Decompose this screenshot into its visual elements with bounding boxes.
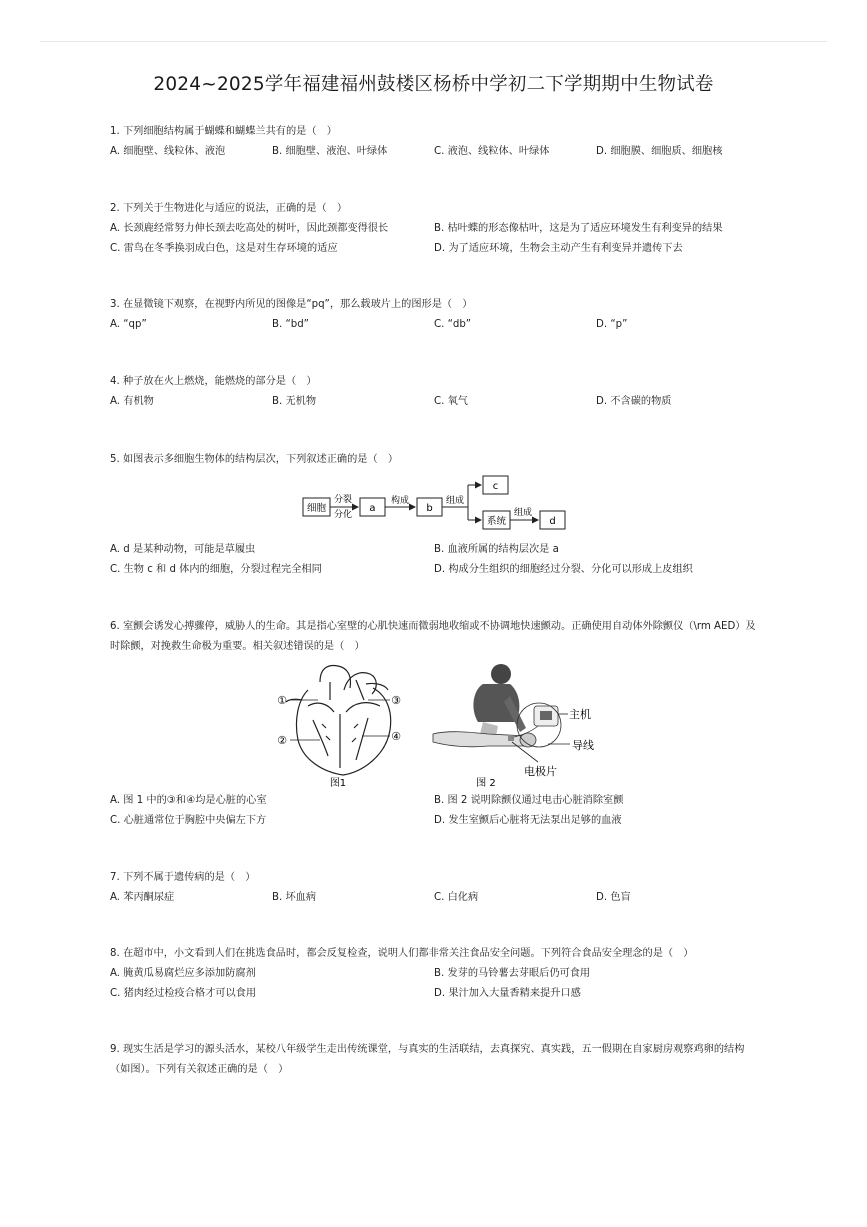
question-2-stem: 2. 下列关于生物进化与适应的说法，正确的是（ ） [110,203,348,214]
question-3-option-c[interactable]: C. “db” [434,319,472,330]
diagram-c-label: c [492,481,499,492]
question-8-option-d[interactable]: D. 果汁加入大量香精来提升口感 [434,988,581,999]
aed-pad-label: 电极片 [524,765,557,778]
diagram-arrow-1-top: 分裂 [333,495,353,505]
diagram-arrow-1-bottom: 分化 [333,510,353,520]
question-4-option-b[interactable]: B. 无机物 [272,396,317,407]
diagram-b-label: b [426,503,433,514]
page-title: 2024~2025学年福建福州鼓楼区杨桥中学初二下学期期中生物试卷 [153,74,714,95]
question-4-option-d[interactable]: D. 不含碳的物质 [596,396,672,407]
question-8-option-b[interactable]: B. 发芽的马铃薯去芽眼后仍可食用 [434,968,591,979]
figure-1-caption: 图1 [329,778,347,789]
question-4-stem: 4. 种子放在火上燃烧，能燃烧的部分是（ ） [110,376,317,387]
diagram-cell-label: 细胞 [306,503,327,514]
question-2-option-a[interactable]: A. 长颈鹿经常努力伸长颈去吃高处的树叶，因此颈都变得很长 [110,223,389,234]
question-5-option-d[interactable]: D. 构成分生组织的细胞经过分裂、分化可以形成上皮组织 [434,564,693,575]
question-6-option-a[interactable]: A. 图 1 中的③和④均是心脏的心室 [110,795,267,806]
question-2-option-c[interactable]: C. 雷鸟在冬季换羽成白色，这是对生存环境的适应 [110,243,338,254]
question-8-option-a[interactable]: A. 腌黄瓜易腐烂应多添加防腐剂 [110,968,256,979]
diagram-system-label: 系统 [486,516,507,527]
question-1-option-c[interactable]: C. 液泡、线粒体、叶绿体 [434,146,550,157]
aed-screen [540,711,552,720]
figure-2-caption: 图 2 [476,778,496,789]
question-3-option-b[interactable]: B. “bd” [272,319,309,330]
aed-illustration [428,654,608,790]
heart-label-1: ① [277,694,287,707]
question-8-stem: 8. 在超市中，小文看到人们在挑选食品时，都会反复检查，说明人们都非常关注食品安全问题。下列符合食品安全理念的是（ ） [110,948,694,959]
structure-level-diagram [300,470,580,532]
question-7-stem: 7. 下列不属于遗传病的是（ ） [110,872,256,883]
question-7-option-b[interactable]: B. 坏血病 [272,892,317,903]
question-6-stem: 6. 室颤会诱发心搏骤停，威胁人的生命。其是指心室壁的心肌快速而微弱地收缩或不协调地快速颤动。正确使用自动体外除颤仪（\rm AED）及时除颤，对挽救生命极为重要。相关叙述错误的是（ ） [110,621,756,652]
diagram-arrow-4-label: 组成 [513,508,533,518]
question-8-option-c[interactable]: C. 猪肉经过检疫合格才可以食用 [110,988,257,999]
aed-host-label: 主机 [569,708,591,721]
question-5-option-a[interactable]: A. d 是某种动物，可能是草履虫 [110,544,256,555]
question-4-option-c[interactable]: C. 氧气 [434,396,468,407]
aed-wire-label: 导线 [572,739,594,752]
question-7-option-a[interactable]: A. 苯丙酮尿症 [110,892,175,903]
heart-label-4: ④ [391,730,401,743]
question-5-stem: 5. 如图表示多细胞生物体的结构层次，下列叙述正确的是（ ） [110,454,399,465]
diagram-a-label: a [369,503,376,514]
heart-label-2: ② [277,734,287,747]
question-5-option-c[interactable]: C. 生物 c 和 d 体内的细胞，分裂过程完全相同 [110,564,322,575]
question-9-stem: 9. 现实生活是学习的源头活水，某校八年级学生走出传统课堂，与真实的生活联结，去真探究、真实践，五一假期在自家厨房观察鸡卵的结构（如图）。下列有关叙述正确的是（ ） [110,1044,745,1075]
question-1-stem: 1. 下列细胞结构属于蝴蝶和蝴蝶兰共有的是（ ） [110,126,337,137]
question-1-option-b[interactable]: B. 细胞壁、液泡、叶绿体 [272,146,388,157]
diagram-arrow-2-label: 构成 [390,496,410,506]
diagram-arrow-3-label: 组成 [445,496,465,506]
question-3-option-a[interactable]: A. “qp” [110,319,147,330]
question-2-option-d[interactable]: D. 为了适应环境，生物会主动产生有利变异并遗传下去 [434,243,683,254]
electrode-pad [508,736,514,741]
question-5-option-b[interactable]: B. 血液所属的结构层次是 a [434,544,559,555]
question-6-option-b[interactable]: B. 图 2 说明除颤仪通过电击心脏消除室颤 [434,795,624,806]
rescuer-head [491,664,511,684]
question-2-option-b[interactable]: B. 枯叶蝶的形态像枯叶，这是为了适应环境发生有利变异的结果 [434,223,723,234]
heart-label-3: ③ [391,694,401,707]
diagram-d-label: d [549,516,556,527]
question-1-option-a[interactable]: A. 细胞壁、线粒体、液泡 [110,146,226,157]
question-6-option-d[interactable]: D. 发生室颤后心脏将无法泵出足够的血液 [434,815,622,826]
question-3-option-d[interactable]: D. “p” [596,319,628,330]
patient-body [433,732,531,747]
top-divider [40,41,827,42]
heart-diagram [268,660,418,790]
question-4-option-a[interactable]: A. 有机物 [110,396,154,407]
question-7-option-d[interactable]: D. 色盲 [596,892,631,903]
question-3-stem: 3. 在显微镜下观察，在视野内所见的图像是“pq”，那么载玻片上的图形是（ ） [110,299,473,310]
question-7-option-c[interactable]: C. 白化病 [434,892,479,903]
question-1-option-d[interactable]: D. 细胞膜、细胞质、细胞核 [596,146,723,157]
question-6-option-c[interactable]: C. 心脏通常位于胸腔中央偏左下方 [110,815,267,826]
